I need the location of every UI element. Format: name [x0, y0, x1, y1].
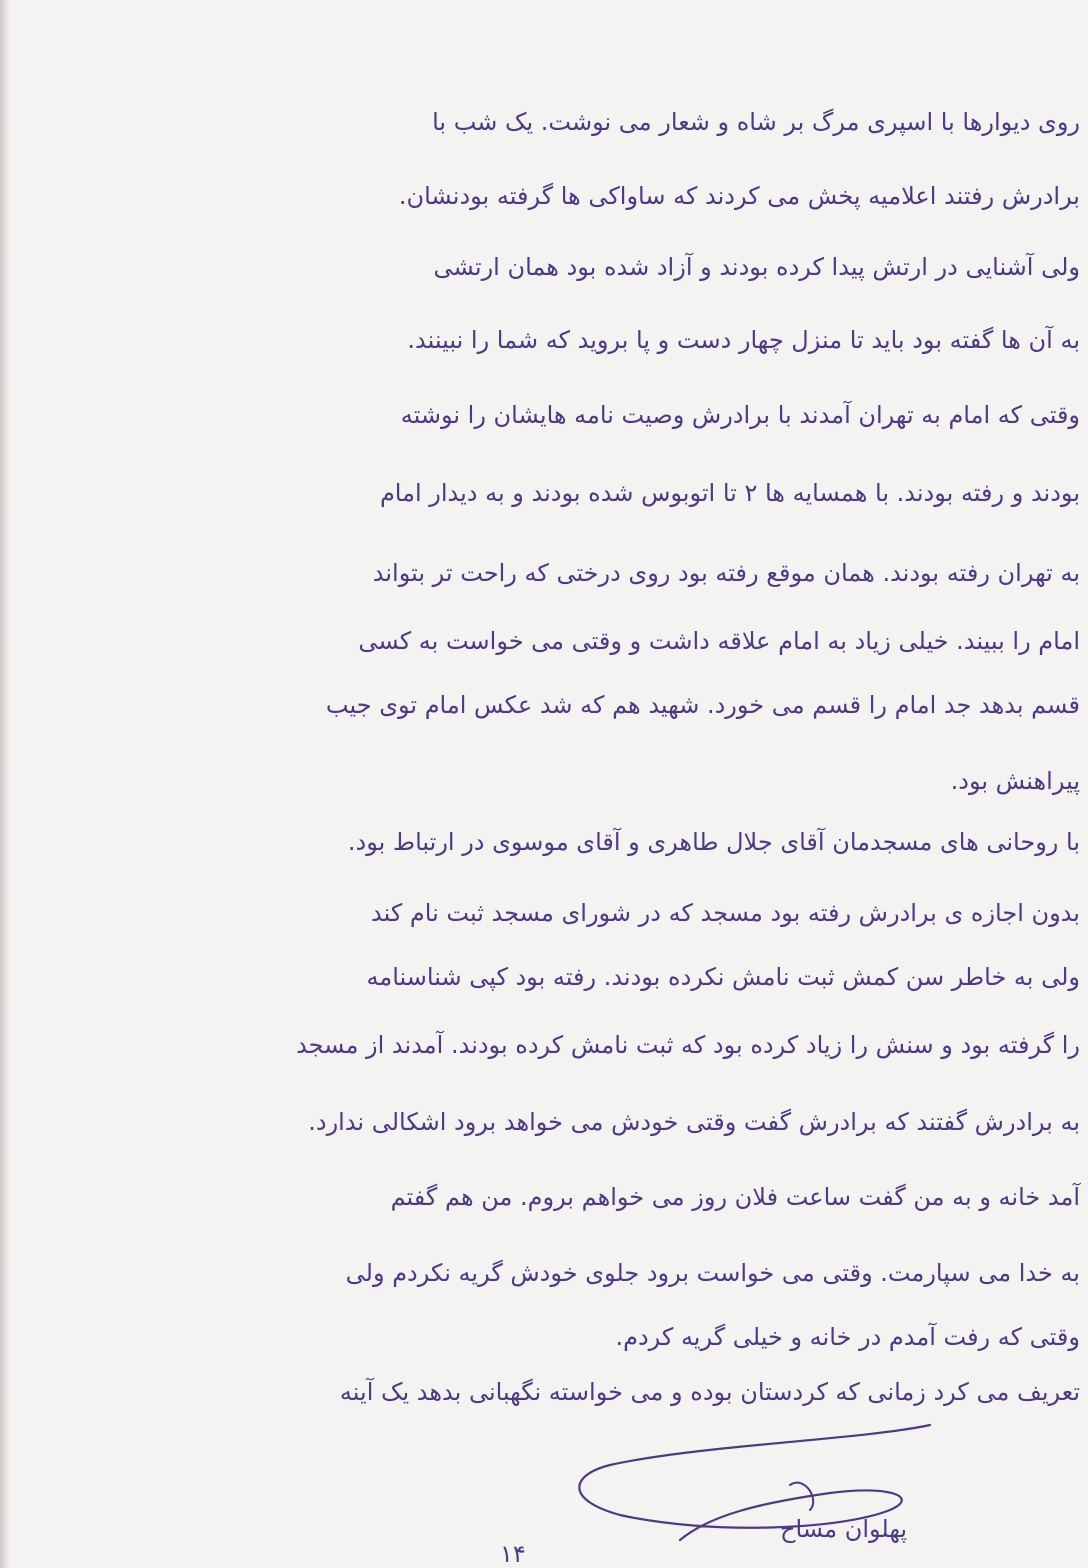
text-line: را گرفته بود و سنش را زیاد کرده بود که ثبت نامش کرده بودند. آمدند از مسجد — [296, 1031, 1080, 1059]
text-line: به آن ها گفته بود باید تا منزل چهار دست و پا بروید که شما را نبینند. — [407, 326, 1080, 354]
text-line: وقتی که امام به تهران آمدند با برادرش وصیت نامه هایشان را نوشته — [400, 401, 1080, 429]
signature-name: پهلوان مساح — [780, 1515, 908, 1543]
text-line: امام را ببیند. خیلی زیاد به امام علاقه داشت و وقتی می خواست به کسی — [358, 627, 1080, 655]
text-line: به خدا می سپارمت. وقتی می خواست برود جلوی خودش گریه نکردم ولی — [345, 1259, 1080, 1287]
text-line: وقتی که رفت آمدم در خانه و خیلی گریه کردم. — [615, 1323, 1080, 1351]
text-line: با روحانی های مسجدمان آقای جلال طاهری و آقای موسوی در ارتباط بود. — [347, 828, 1080, 856]
text-line: بودند و رفته بودند. با همسایه ها ۲ تا اتوبوس شده بودند و به دیدار امام — [379, 479, 1080, 507]
text-line: برادرش رفتند اعلامیه پخش می کردند که ساواکی ها گرفته بودنشان. — [398, 182, 1080, 210]
text-line: ولی آشنایی در ارتش پیدا کرده بودند و آزاد شده بود همان ارتشی — [433, 253, 1080, 281]
page-edge-shadow — [0, 0, 10, 1568]
page-number: ۱۴ — [500, 1540, 526, 1568]
text-line: تعریف می کرد زمانی که کردستان بوده و می خواسته نگهبانی بدهد یک آینه — [339, 1378, 1080, 1406]
text-line: به تهران رفته بودند. همان موقع رفته بود روی درختی که راحت تر بتواند — [372, 559, 1080, 587]
text-line: ولی به خاطر سن کمش ثبت نامش نکرده بودند. رفته بود کپی شناسنامه — [366, 963, 1080, 991]
text-line: روی دیوارها با اسپری مرگ بر شاه و شعار می نوشت. یک شب با — [432, 108, 1080, 136]
text-line: بدون اجازه ی برادرش رفته بود مسجد که در شورای مسجد ثبت نام کند — [371, 899, 1080, 927]
text-line: به برادرش گفتند که برادرش گفت وقتی خودش می خواهد برود اشکالی ندارد. — [308, 1108, 1080, 1136]
text-line: آمد خانه و به من گفت ساعت فلان روز می خواهم بروم. من هم گفتم — [390, 1183, 1080, 1211]
text-line: قسم بدهد جد امام را قسم می خورد. شهید هم که شد عکس امام توی جیب — [325, 691, 1080, 719]
text-line: پیراهنش بود. — [950, 767, 1080, 795]
